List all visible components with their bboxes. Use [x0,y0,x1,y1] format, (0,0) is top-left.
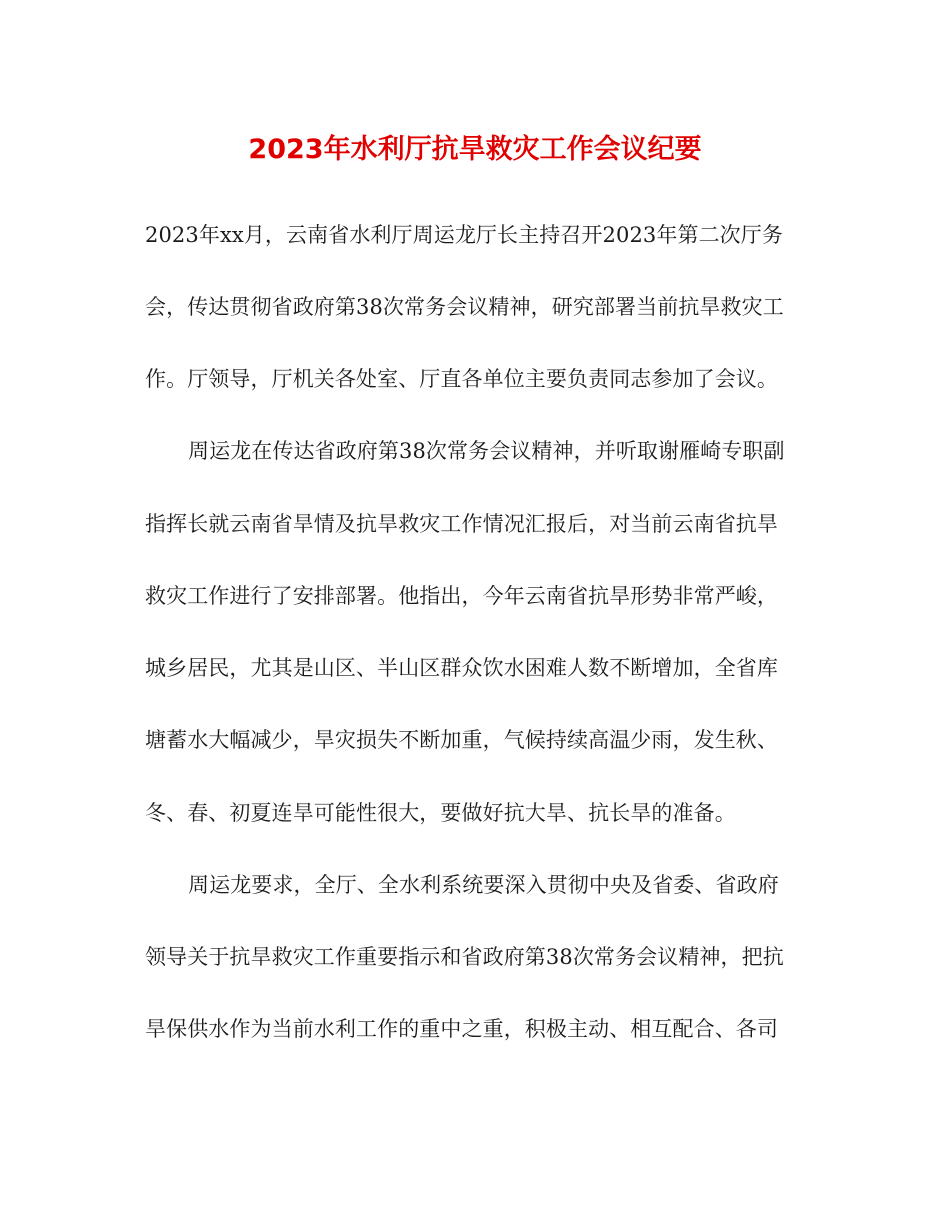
paragraph-3-line-3: 旱保供水作为当前水利工作的重中之重，积极主动、相互配合、各司 [145,1017,778,1041]
paragraph-2-line-1: 周运龙在传达省政府第38次常务会议精神，并听取谢雁崎专职副 [188,439,785,463]
paragraph-2-line-4: 城乡居民，尤其是山区、半山区群众饮水困难人数不断增加，全省库 [145,656,778,680]
paragraph-1-line-1: 2023年xx月，云南省水利厅周运龙厅长主持召开2023年第二次厅务 [145,223,783,247]
paragraph-2-line-5: 塘蓄水大幅减少，旱灾损失不断加重，气候持续高温少雨，发生秋、 [145,728,778,752]
paragraph-3-line-2: 领导关于抗旱救灾工作重要指示和省政府第38次常务会议精神，把抗 [145,945,784,969]
paragraph-2-line-6: 冬、春、初夏连旱可能性很大，要做好抗大旱、抗长旱的准备。 [145,801,736,825]
paragraph-2-line-3: 救灾工作进行了安排部署。他指出，今年云南省抗旱形势非常严峻， [145,584,778,608]
paragraph-1-line-2: 会，传达贯彻省政府第38次常务会议精神，研究部署当前抗旱救灾工 [145,295,784,319]
document-title: 2023年水利厅抗旱救灾工作会议纪要 [248,134,702,165]
paragraph-3-line-1: 周运龙要求，全厅、全水利系统要深入贯彻中央及省委、省政府 [188,873,779,897]
paragraph-1-line-3: 作。厅领导，厅机关各处室、厅直各单位主要负责同志参加了会议。 [145,367,778,391]
paragraph-2-line-2: 指挥长就云南省旱情及抗旱救灾工作情况汇报后，对当前云南省抗旱 [145,512,778,536]
